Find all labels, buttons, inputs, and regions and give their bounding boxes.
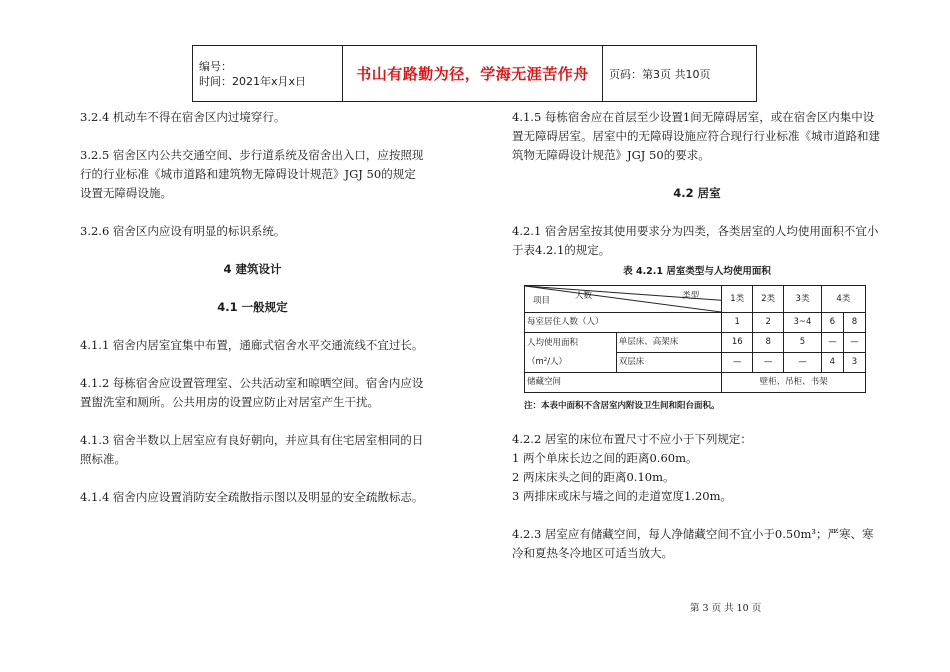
table-corner-cell <box>525 286 722 313</box>
row-label-storage: 储藏空间 <box>525 373 722 393</box>
section-4-heading: 4 建筑设计 <box>223 262 282 276</box>
document-header <box>192 45 757 102</box>
section-4-2-heading: 4.2 居室 <box>673 186 721 200</box>
clause-3-2-6: 3.2.6 宿舍区内应设有明显的标识系统。 <box>80 224 286 238</box>
cell: — <box>722 353 753 373</box>
cell: 6 <box>821 313 843 333</box>
page-footer: 第 3 页 共 10 页 <box>690 603 762 614</box>
header-people: 人数 <box>575 291 593 301</box>
col-header-3: 3类 <box>784 286 822 313</box>
date-label: 时间：2021年x月x日 <box>199 74 307 88</box>
col-header-1: 1类 <box>722 286 753 313</box>
header-meta <box>193 46 343 102</box>
header-motto: 书山有路勤为径，学海无涯苦作舟 <box>343 46 603 102</box>
section-4-1-heading: 4.1 一般规定 <box>217 300 288 314</box>
table-row <box>525 313 866 333</box>
clause-4-2-2-item-2: 2 两床床头之间的距离0.10m。 <box>512 470 675 484</box>
clause-4-1-2: 4.1.2 每栋宿舍应设置管理室、公共活动室和晾晒空间。宿舍内应设置盥洗室和厕所。公共用房的设置应防止对居室产生干扰。 <box>80 376 424 409</box>
clause-4-2-2-item-3: 3 两排床或床与墙之间的走道宽度1.20m。 <box>512 489 732 503</box>
table-row <box>525 333 866 353</box>
row-label-occupants: 每室居住人数（人） <box>525 313 722 333</box>
table-note: 注：本表中面积不含居室内附设卫生间和阳台面积。 <box>524 401 720 411</box>
header-page-label: 页码：第3页 共10页 <box>603 46 757 102</box>
cell: 5 <box>784 333 822 353</box>
area-label-line2: （m²/人） <box>527 356 568 367</box>
cell: 3 <box>843 353 865 373</box>
left-column <box>80 108 425 526</box>
table-caption: 表 4.2.1 居室类型与人均使用面积 <box>623 266 771 277</box>
col-header-4: 4类 <box>821 286 865 313</box>
header-type: 类型 <box>682 291 700 301</box>
cell: — <box>753 353 784 373</box>
header-item: 项目 <box>533 296 551 306</box>
cell: — <box>784 353 822 373</box>
clause-4-1-4: 4.1.4 宿舍内应设置消防安全疏散指示图以及明显的安全疏散标志。 <box>80 490 424 504</box>
clause-4-1-3: 4.1.3 宿舍半数以上居室应有良好朝向，并应具有住宅居室相同的日照标准。 <box>80 433 424 466</box>
sublabel-bunk-bed: 双层床 <box>616 353 722 373</box>
clause-4-2-3: 4.2.3 居室应有储藏空间，每人净储藏空间不宜小于0.50m³；严寒、寒冷和夏热冬冷地区可适当放大。 <box>512 527 874 560</box>
cell: 8 <box>843 313 865 333</box>
clause-3-2-4: 3.2.4 机动车不得在宿舍区内过境穿行。 <box>80 110 286 124</box>
number-label: 编号： <box>199 59 232 73</box>
cell: 4 <box>821 353 843 373</box>
clause-4-2-2: 4.2.2 居室的床位布置尺寸不应小于下列规定： <box>512 432 752 446</box>
clause-4-1-5: 4.1.5 每栋宿舍应在首层至少设置1间无障碍居室，或在宿舍区内集中设置无障碍居室。居室中的无障碍设施应符合现行行业标准《城市道路和建筑物无障碍设计规范》JGJ 50的要求。 <box>512 110 880 162</box>
right-column <box>512 108 882 582</box>
table-row <box>525 373 866 393</box>
cell: 16 <box>722 333 753 353</box>
col-header-2: 2类 <box>753 286 784 313</box>
row-label-area <box>525 333 617 373</box>
cell: 8 <box>753 333 784 353</box>
clause-4-2-1: 4.2.1 宿舍居室按其使用要求分为四类，各类居室的人均使用面积不宜小于表4.2.1的规定。 <box>512 224 879 257</box>
clause-4-2-2-item-1: 1 两个单床长边之间的距离0.60m。 <box>512 451 698 465</box>
cell: 1 <box>722 313 753 333</box>
area-label-line1: 人均使用面积 <box>527 337 579 348</box>
sublabel-single-bed: 单层床、高架床 <box>616 333 722 353</box>
cell: 3~4 <box>784 313 822 333</box>
cell: 2 <box>753 313 784 333</box>
cell: — <box>843 333 865 353</box>
storage-value: 壁柜、吊柜、书架 <box>722 373 866 393</box>
clause-4-1-1: 4.1.1 宿舍内居室宜集中布置，通廊式宿舍水平交通流线不宜过长。 <box>80 338 424 352</box>
cell: — <box>821 333 843 353</box>
room-type-table <box>524 285 866 393</box>
clause-3-2-5: 3.2.5 宿舍区内公共交通空间、步行道系统及宿舍出入口，应按照现行的行业标准《城市道路和建筑物无障碍设计规范》JGJ 50的规定设置无障碍设施。 <box>80 148 424 200</box>
